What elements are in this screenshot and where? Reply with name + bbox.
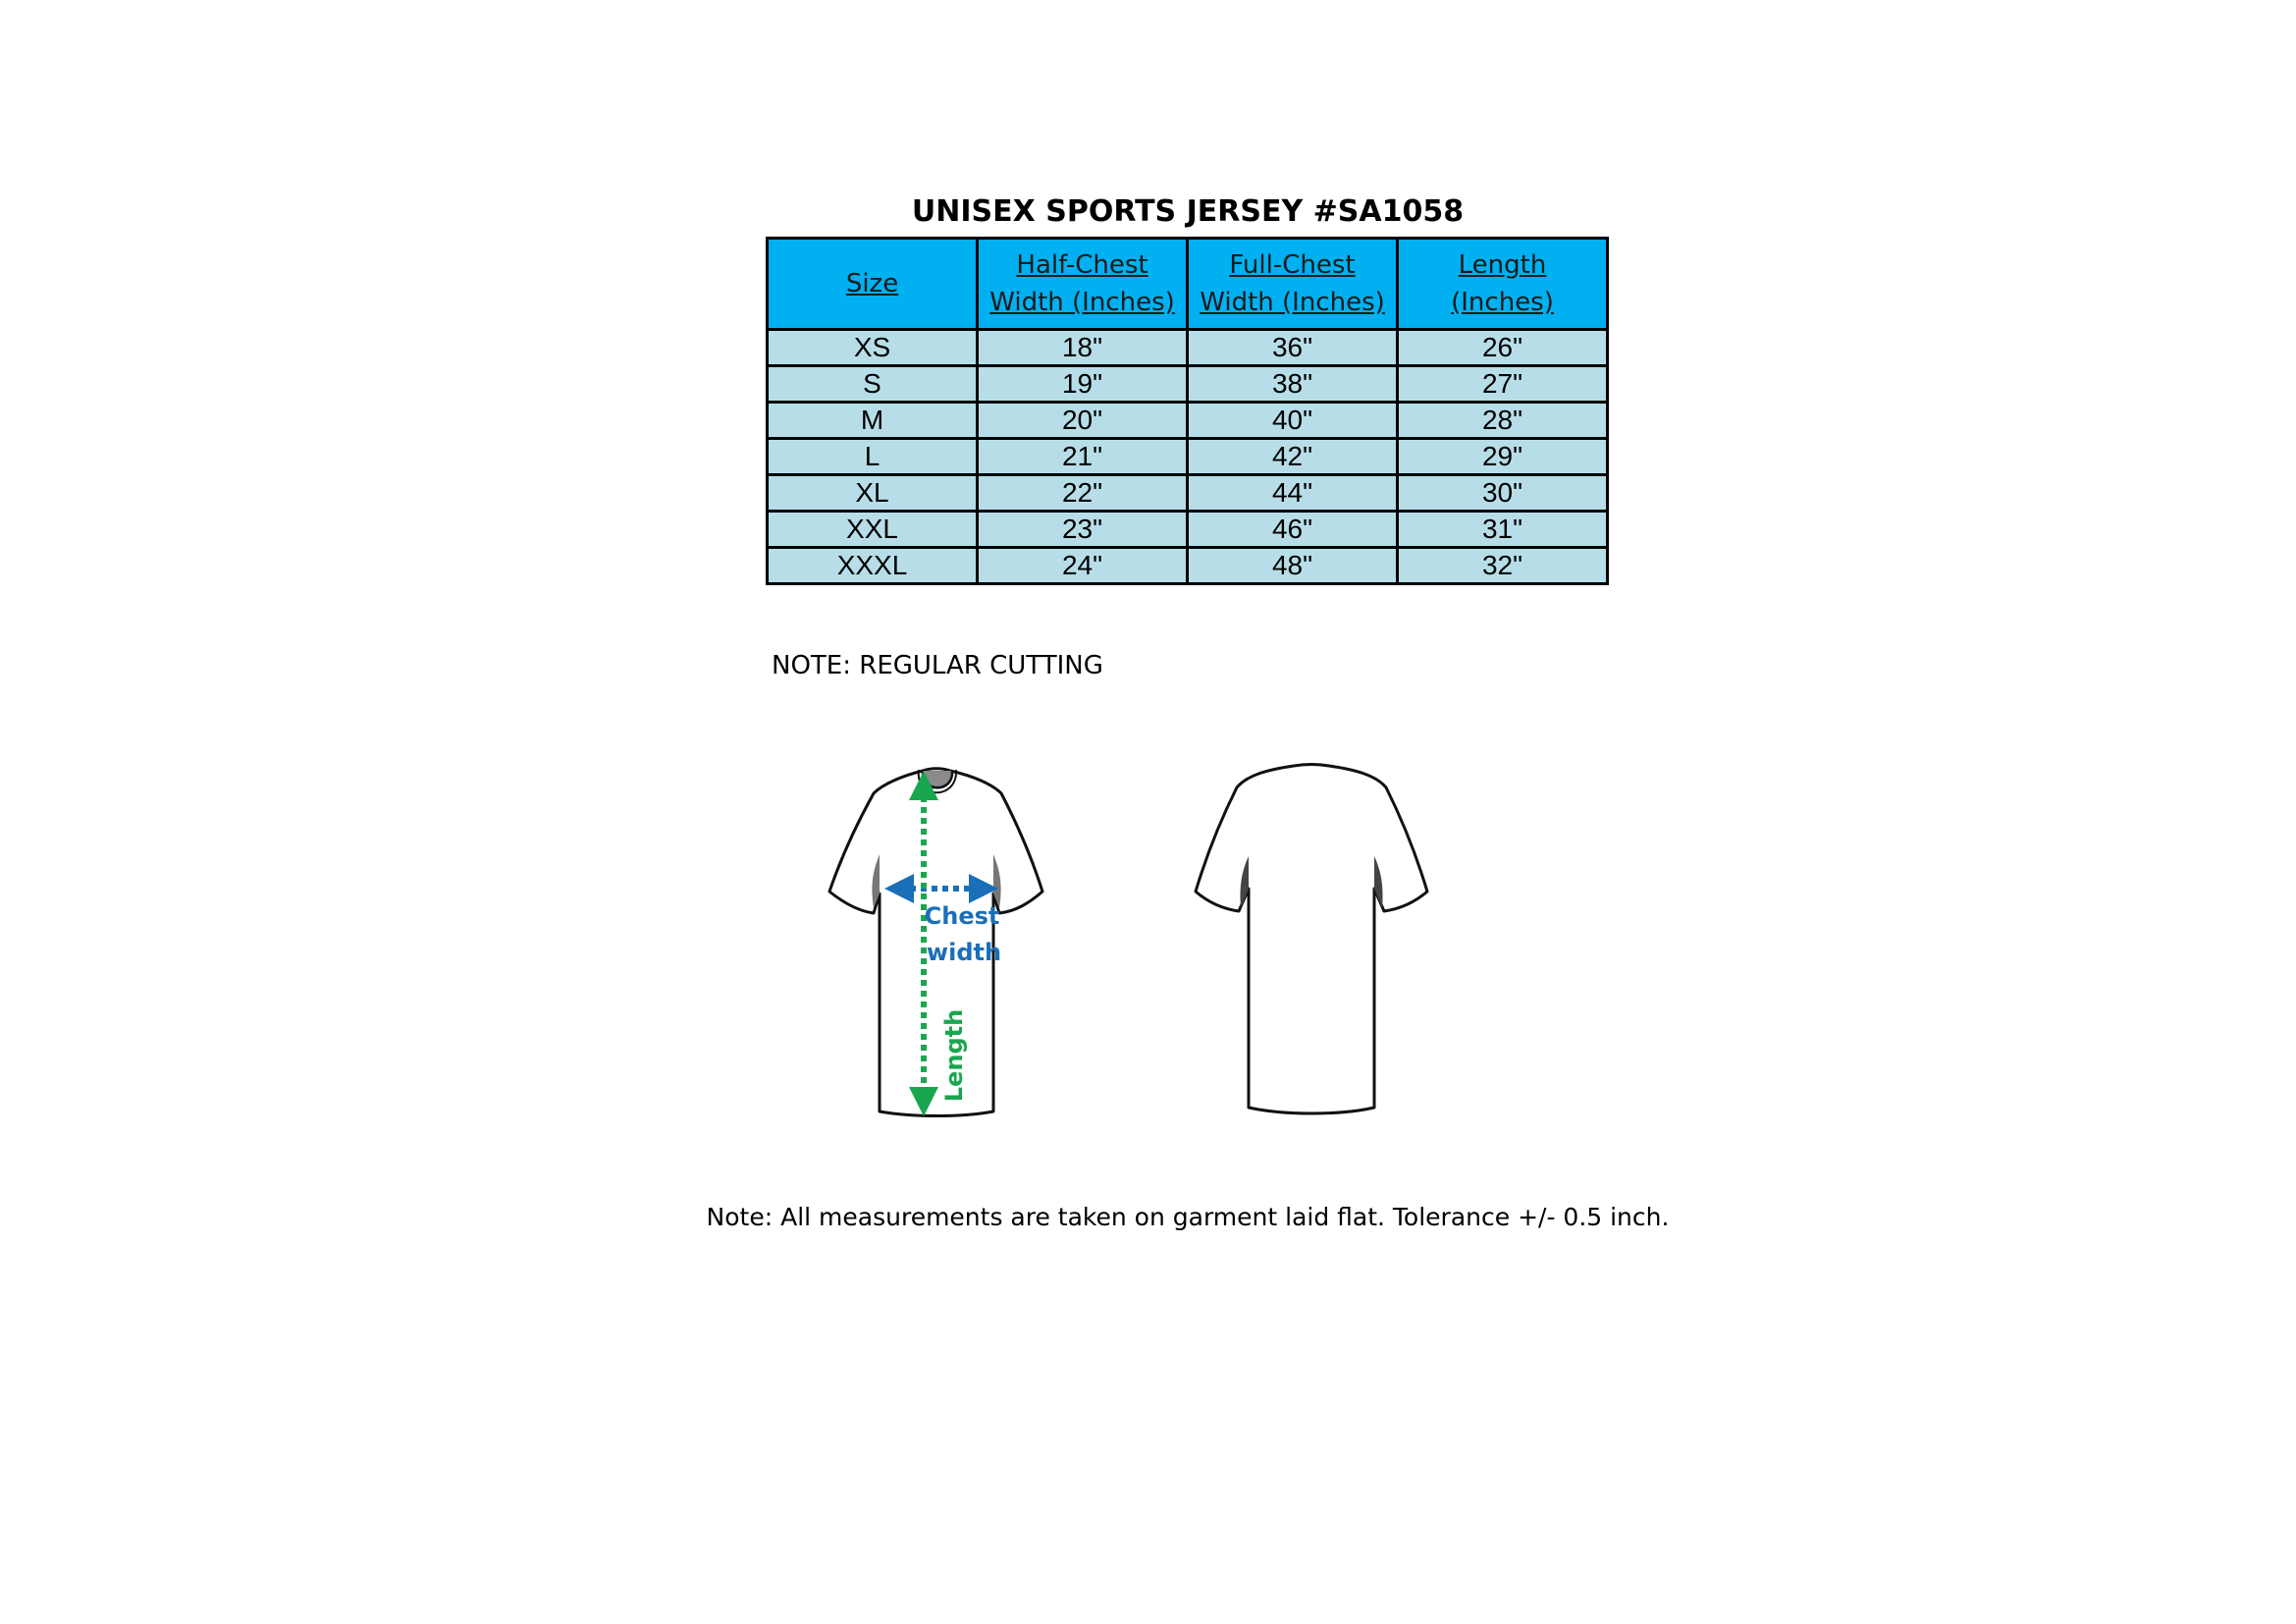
cell-size: XXXL <box>768 548 978 584</box>
cell-length: 27" <box>1398 366 1608 403</box>
table-row <box>768 366 1608 403</box>
cell-length: 31" <box>1398 512 1608 548</box>
cell-length: 32" <box>1398 548 1608 584</box>
header-full-chest-line1: Full-Chest <box>1229 250 1356 280</box>
header-size-label: Size <box>845 269 899 298</box>
cell-full-chest: 42" <box>1188 439 1398 475</box>
cell-half-chest: 24" <box>978 548 1188 584</box>
note-measurements: Note: All measurements are taken on garment laid flat. Tolerance +/- 0.5 inch. <box>706 1203 1670 1231</box>
cell-size: XL <box>768 475 978 512</box>
cell-full-chest: 48" <box>1188 548 1398 584</box>
header-length-line2: (Inches) <box>1451 288 1554 317</box>
cell-length: 28" <box>1398 403 1608 439</box>
cell-full-chest: 38" <box>1188 366 1398 403</box>
table-row <box>768 330 1608 366</box>
header-half-chest-line2: Width (Inches) <box>989 288 1175 317</box>
table-row <box>768 548 1608 584</box>
cell-full-chest: 36" <box>1188 330 1398 366</box>
cell-size: XXL <box>768 512 978 548</box>
cell-half-chest: 21" <box>978 439 1188 475</box>
cell-length: 29" <box>1398 439 1608 475</box>
header-size <box>768 239 978 330</box>
length-label: Length <box>940 1008 968 1103</box>
cell-size: S <box>768 366 978 403</box>
note-regular-cutting: NOTE: REGULAR CUTTING <box>772 651 1103 680</box>
cell-length: 30" <box>1398 475 1608 512</box>
header-half-chest-line1: Half-Chest <box>1016 250 1148 280</box>
header-full-chest <box>1188 239 1398 330</box>
header-length-line1: Length <box>1458 250 1547 280</box>
cell-full-chest: 46" <box>1188 512 1398 548</box>
cell-full-chest: 40" <box>1188 403 1398 439</box>
cell-half-chest: 19" <box>978 366 1188 403</box>
cell-half-chest: 20" <box>978 403 1188 439</box>
cell-length: 26" <box>1398 330 1608 366</box>
cell-half-chest: 22" <box>978 475 1188 512</box>
back-shirt-icon <box>1196 765 1427 1114</box>
header-half-chest <box>978 239 1188 330</box>
chest-label-line1: Chest <box>924 902 1000 930</box>
table-row <box>768 439 1608 475</box>
header-length <box>1398 239 1608 330</box>
table-row <box>768 475 1608 512</box>
cell-size: M <box>768 403 978 439</box>
table-row <box>768 512 1608 548</box>
cell-size: XS <box>768 330 978 366</box>
cell-half-chest: 23" <box>978 512 1188 548</box>
cell-half-chest: 18" <box>978 330 1188 366</box>
size-table <box>766 237 1609 585</box>
cell-full-chest: 44" <box>1188 475 1398 512</box>
header-full-chest-line2: Width (Inches) <box>1200 288 1385 317</box>
table-row <box>768 403 1608 439</box>
tshirt-diagram <box>805 746 1551 1139</box>
chest-label-line2: width <box>926 939 1002 966</box>
table-header-row <box>768 239 1608 330</box>
chart-title: UNISEX SPORTS JERSEY #SA1058 <box>911 194 1465 229</box>
cell-size: L <box>768 439 978 475</box>
